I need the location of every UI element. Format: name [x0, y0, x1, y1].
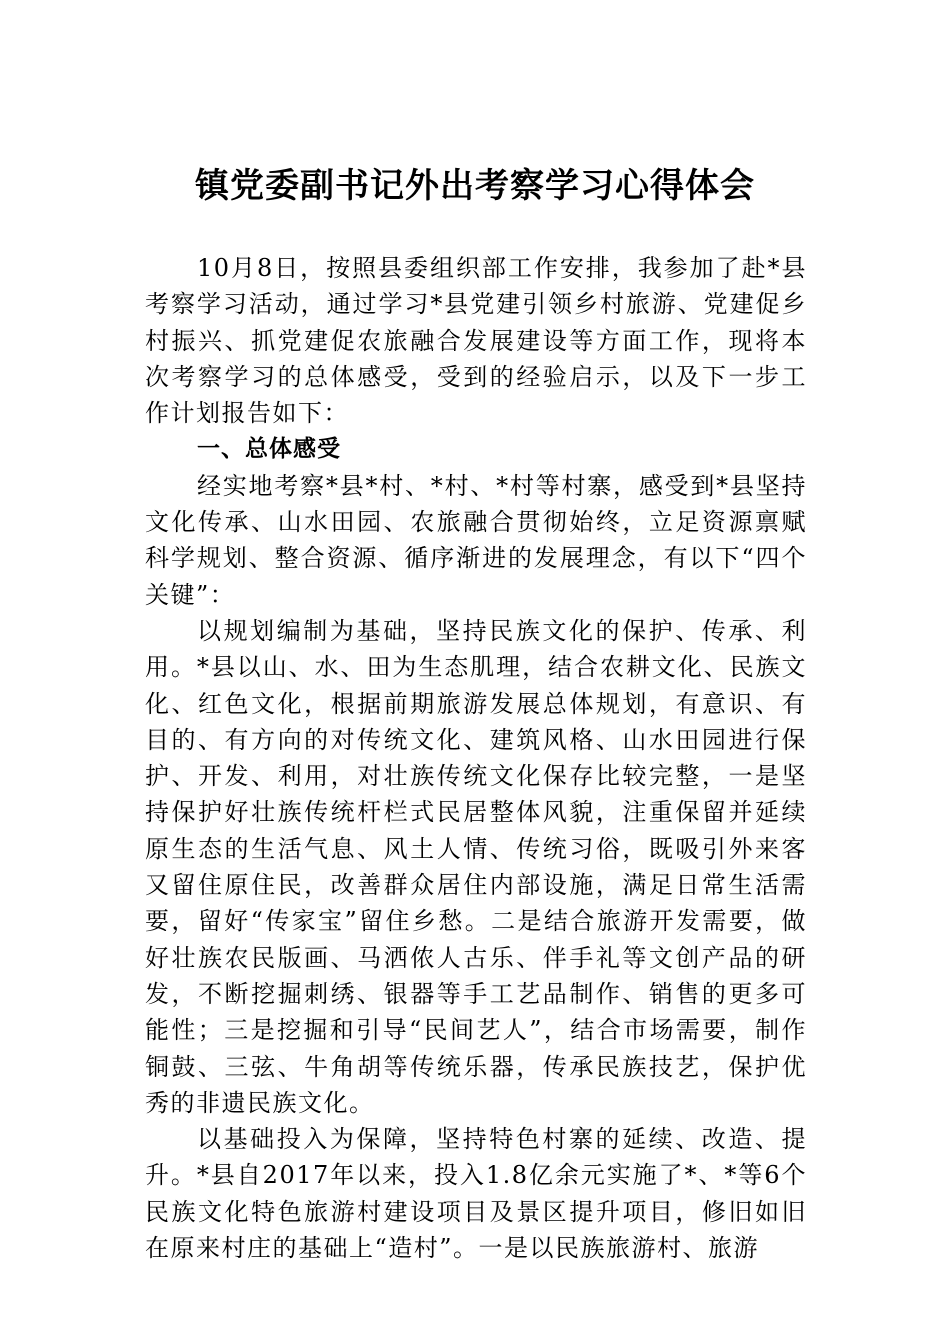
section1-paragraph-3: 以基础投入为保障，坚持特色村寨的延续、改造、提升。*县自2017年以来，投入1.8亿余元实施了*、*等6个民族文化特色旅游村建设项目及景区提升项目，修旧如旧在原来村庄的基础上“造村”。一是以民族旅游村、旅游: [145, 1125, 807, 1263]
document-title: 镇党委副书记外出考察学习心得体会: [195, 166, 755, 206]
section1-paragraph-2: 以规划编制为基础，坚持民族文化的保护、传承、利用。*县以山、水、田为生态肌理，结合农耕文化、民族文化、红色文化，根据前期旅游发展总体规划，有意识、有目的、有方向的对传统文化、建筑风格、山水田园进行保护、开发、利用，对壮族传统文化保存比较完整，一是坚持保护好壮族传统杆栏式民居整体风貌，注重保留并延续原生态的生活气息、风土人情、传统习俗，既吸引外来客又留住原住民，改善群众居住内部设施，满足日常生活需要，留好“传家宝”留住乡愁。二是结合旅游开发需要，做好壮族农民版画、马洒侬人古乐、伴手礼等文创产品的研发，不断挖掘刺绣、银器等手工艺品制作、销售的更多可能性；三是挖掘和引导“民间艺人”，结合市场需要，制作铜鼓、三弦、牛角胡等传统乐器，传承民族技艺，保护优秀的非遗民族文化。: [145, 616, 807, 1117]
section1-paragraph-1: 经实地考察*县*村、*村、*村等村寨，感受到*县坚持文化传承、山水田园、农旅融合贯彻始终，立足资源禀赋科学规划、整合资源、循序渐进的发展理念，有以下“四个关键”：: [145, 471, 807, 609]
intro-paragraph: 10月8日，按照县委组织部工作安排，我参加了赴*县考察学习活动，通过学习*县党建引领乡村旅游、党建促乡村振兴、抓党建促农旅融合发展建设等方面工作，现将本次考察学习的总体感受，受到的经验启示，以及下一步工作计划报告如下：: [145, 254, 807, 428]
document-body: [145, 250, 807, 1266]
section-heading-overall: 一、总体感受: [197, 436, 341, 463]
